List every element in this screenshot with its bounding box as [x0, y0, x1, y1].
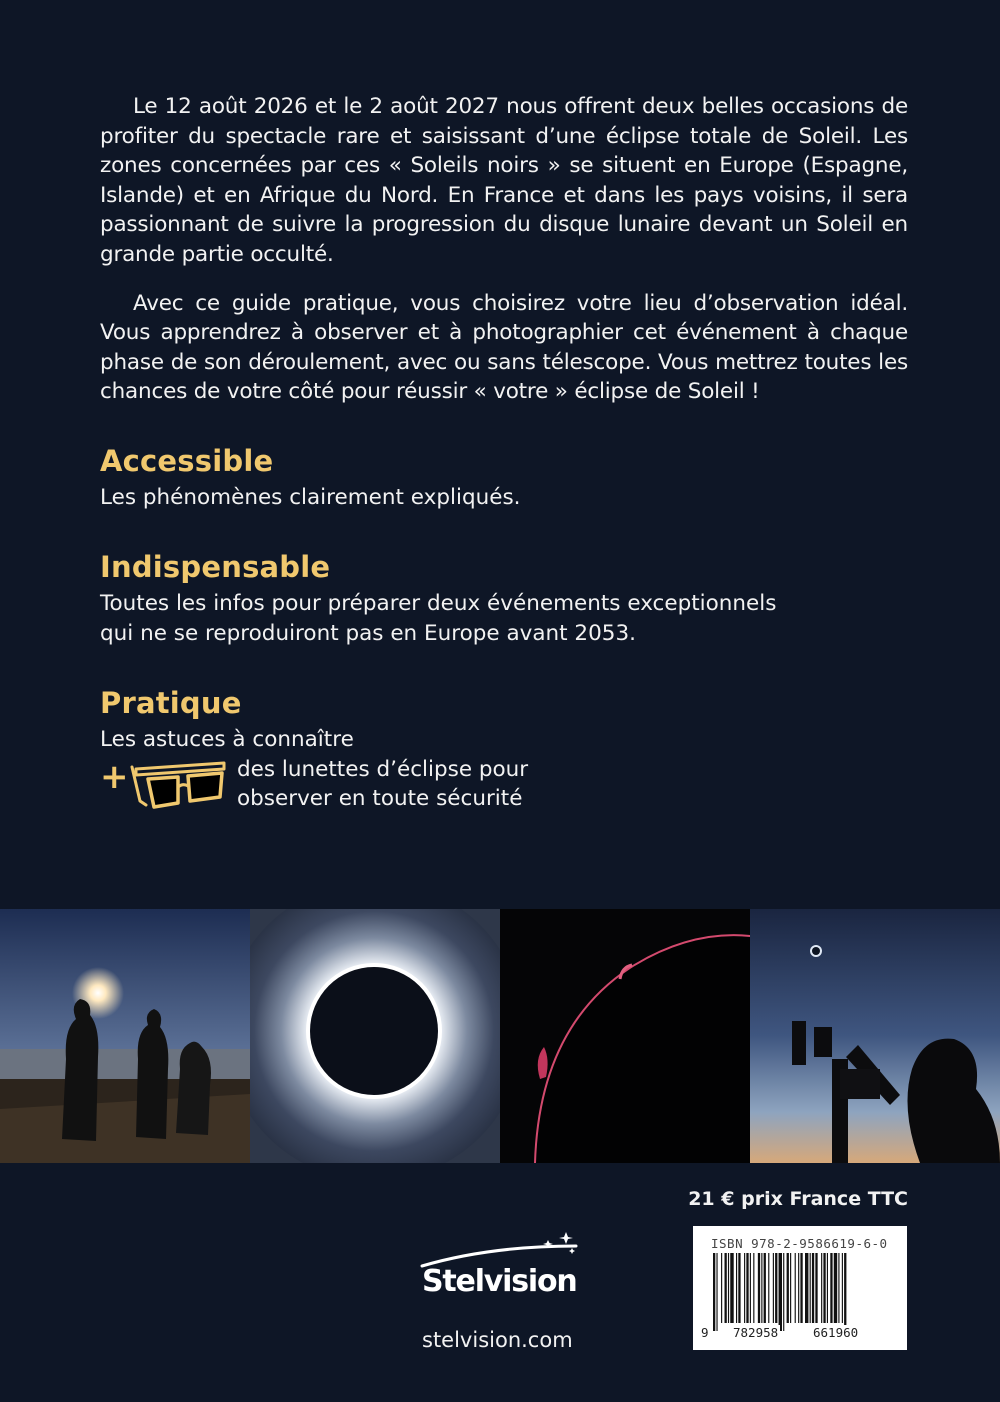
section-pratique [100, 685, 920, 815]
accessible-line-1: Les phénomènes clairement expliqués. [100, 485, 521, 510]
section-title-accessible: Accessible [100, 444, 274, 478]
indispensable-line-2: qui ne se reproduiront pas en Europe avant 2053. [100, 620, 636, 646]
glasses-row [100, 755, 920, 815]
section-accessible [100, 443, 920, 513]
pratique-line-1: Les astuces à connaître [100, 727, 354, 752]
photo-telescope-eclipse [750, 909, 1000, 1163]
stelvision-logo [420, 1226, 580, 1306]
brand-name: Stelvision [422, 1264, 577, 1299]
barcode-digits-left: 782958 [733, 1325, 779, 1340]
photo-solar-corona [250, 909, 500, 1163]
section-title-indispensable: Indispensable [100, 550, 331, 584]
intro-text [100, 92, 908, 426]
price-label: 21 € prix France TTC [688, 1188, 908, 1210]
website-link[interactable]: stelvision.com [422, 1328, 573, 1352]
isbn-barcode [693, 1226, 907, 1350]
barcode-digits-right: 661960 [813, 1325, 859, 1340]
eclipse-glasses-icon [130, 757, 230, 813]
glasses-line-2: observer en toute sécurité [237, 786, 523, 812]
barcode-bars [707, 1253, 893, 1335]
indispensable-line-1: Toutes les infos pour préparer deux événements exceptionnels [100, 591, 777, 616]
barcode-digit-first: 9 [701, 1325, 709, 1340]
plus-sign: + [100, 756, 129, 797]
isbn-number: ISBN 978-2-9586619-6-0 [711, 1236, 888, 1251]
photo-strip [0, 909, 1000, 1163]
photo-observers-sunset [0, 909, 250, 1163]
section-title-pratique: Pratique [100, 686, 242, 720]
section-indispensable [100, 549, 920, 648]
intro-paragraph-2: Avec ce guide pratique, vous choisirez votre lieu d’observation idéal. Vous apprendrez à observer et à photographier cet événement à chaque phase de son déroulement, avec ou sans télescope. Vous mettrez toutes les chances de votre côté pour réussir « votre » éclipse de Soleil ! [100, 290, 908, 405]
photo-solar-prominences [500, 909, 750, 1163]
intro-paragraph-1: Le 12 août 2026 et le 2 août 2027 nous offrent deux belles occasions de profiter du spectacle rare et saisissant d’une éclipse totale de Soleil. Les zones concernées par ces « Soleils noirs » se situent en Europe (Espagne, Islande) et en Afrique du Nord. En France et dans les pays voisins, il sera passionnant de suivre la progression du disque lunaire devant un Soleil en grande partie occulté. [100, 94, 908, 267]
glasses-line-1: des lunettes d’éclipse pour [237, 756, 529, 782]
